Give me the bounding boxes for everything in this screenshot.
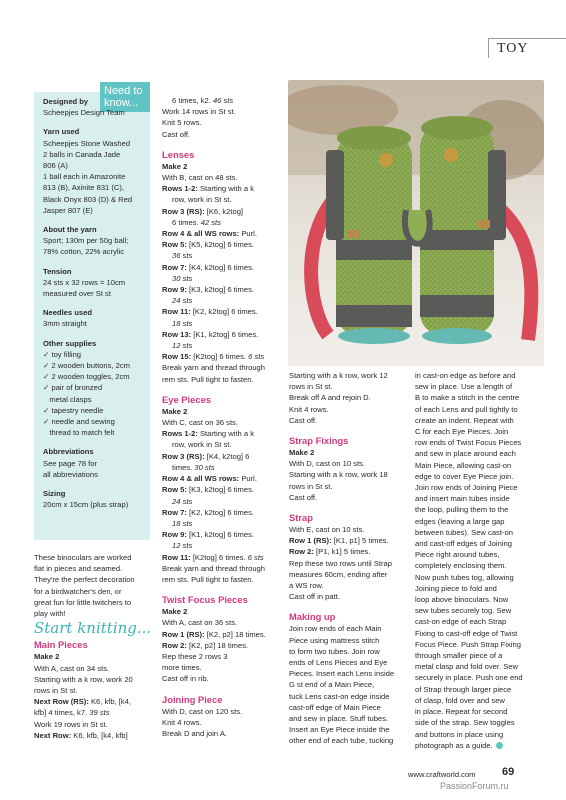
need-to-know-label: Need to know... [100,82,150,112]
row-text: [K1, k2tog] 6 times. [186,530,255,540]
row-label: Row 9: [162,530,187,540]
row-text: [K5, k2tog] 6 times. [186,240,255,250]
row-text: 6 times, k2. [172,96,213,105]
make-count: Make 2 [34,652,60,662]
instruction: Joining piece to fold and [415,583,497,593]
instruction: rows in St st. [34,686,78,696]
sizing: 20cm x 15cm (plus strap) [43,500,129,510]
instruction [162,507,282,518]
row-label: Row 7: [162,262,187,272]
instruction [34,707,156,718]
instruction: Focus Piece. Push Strap Fixing [415,639,521,649]
page-number: 69 [502,766,515,778]
instruction: Work 14 rows in St st. [162,107,236,117]
row-text: kfb] 4 times, k7. [34,708,88,718]
instruction: securely in place. Push one end [415,673,523,683]
instruction: sew tubes securely tog. Sew [415,606,512,616]
instruction: Starting with a k row, work 18 [289,470,388,480]
making-up-heading: Making up [289,611,336,623]
instruction: Piece right around tubes, [415,550,500,560]
instruction: the loop, pulling them to the [415,505,509,515]
instruction: edges (leaving a large gap [415,516,505,526]
instruction: With E, cast on 10 sts. [289,525,365,535]
stitch-count: 6 sts [247,552,264,562]
intro-line: These binoculars are worked [34,553,132,562]
column-3 [289,370,411,747]
instruction: With A, cast on 36 sts. [162,618,238,628]
footer-url: www.craftworld.com [408,770,476,779]
instruction: row, work in St st. [172,440,232,450]
instruction [162,451,282,462]
instruction: in cast-on edge as before and [415,371,516,380]
lenses-heading: Lenses [162,148,195,160]
yarn-line: 1 ball each in Amazonite [43,172,126,182]
row-text: Starting with a k [197,184,255,194]
instruction: With D, cast on 120 sts. [162,706,243,716]
instruction [415,740,545,751]
row-text: [K3, k2tog] 6 times. [186,285,255,295]
instruction: Knit 4 rows. [162,717,202,727]
instruction: G st end of a Main Piece, [289,680,375,690]
about-yarn-line: Sport; 130m per 50g ball; [43,236,129,246]
instruction: measures 60cm, ending after [289,569,388,579]
instruction: With B, cast on 48 sts. [162,173,238,183]
instruction [162,473,282,484]
instruction: and sew in place around each [415,449,516,459]
instruction [162,228,282,239]
tension-label: Tension [43,266,72,276]
row-label: Row 2: [289,547,314,557]
twist-focus-heading: Twist Focus Pieces [162,594,248,606]
stitch-count: 39 sts [87,708,110,718]
instruction: edge to cover Eye Piece join. [415,471,514,481]
row-text: times. [172,462,195,472]
instruction: in place. Repeat for second [415,707,508,717]
row-text: [K2, p2] 18 times. [204,629,266,639]
eye-pieces-heading: Eye Pieces [162,393,211,405]
instruction [289,546,411,557]
instruction: B to make a stitch in the centre [415,393,520,403]
row-label: Row 1 (RS): [289,536,332,546]
instruction: Now push tubes tog, allowing [415,572,514,582]
instruction: ends of Lens Pieces and Eye [289,658,388,668]
tension-line: measured over St st [43,289,111,299]
abbreviations-label: Abbreviations [43,447,94,457]
instruction: cast-off edge of Main Piece [289,702,381,712]
instruction: With C, cast on 36 sts. [162,418,238,428]
yarn-line: Jasper 807 (E) [43,205,93,215]
about-yarn-label: About the yarn [43,225,97,235]
supply-item: ✓ 2 wooden buttons, 2cm [43,361,130,371]
row-label: Row 11: [162,552,191,562]
instruction: rem sts. Pull tight to fasten. [162,374,254,384]
instruction: more times. [162,663,202,673]
instruction: tuck Lens cast-on edge inside [289,691,390,701]
instruction: C for each Eye Pieces. Join [415,427,509,437]
row-label: Row 7: [162,507,187,517]
stitch-count: 46 sts [212,96,234,105]
row-label: Row 11: [162,307,191,317]
yarn-used-label: Yarn used [43,127,80,137]
instruction: create an indent. Repeat with [415,415,514,425]
instruction: Knit 5 rows. [162,118,202,128]
row-text: [K4, k2tog] 6 [204,451,250,461]
instruction: Join row ends of Joining Piece [415,483,518,493]
watermark: PassionForum.ru [440,781,509,791]
designed-by-label: Designed by [43,97,89,106]
instruction: Knit 4 rows. [289,404,329,414]
instruction [162,239,282,250]
instruction [162,428,282,439]
instruction: row, work in St st. [172,195,232,205]
supply-item: ✓ needle and sewing [43,417,115,427]
supply-item: ✓ 2 wooden toggles, 2cm [43,372,130,382]
instruction: Cast off in patt. [289,592,340,602]
row-text: [K2, k2tog] 6 times. [186,507,255,517]
instruction: loop above binoculars. Now [415,595,509,605]
stitch-count: 12 sts [172,341,193,351]
instruction: of clasp, fold over and sew [415,695,505,705]
needles: 3mm straight [43,319,87,329]
row-label: Row 15: [162,352,192,362]
row-label: Row 5: [162,485,187,495]
stitch-count: 30 sts [172,273,193,283]
instruction: sew in place. Use a length of [415,382,513,392]
make-count: Make 2 [162,161,188,171]
instruction [162,484,282,495]
instruction: Rep these 2 rows 3 [162,651,228,661]
stitch-count: 24 sts [172,296,193,306]
stitch-count: 24 sts [172,496,193,506]
yarn-line: Scheepjes Stone Washed [43,138,131,148]
make-count: Make 2 [289,448,315,458]
supply-item: thread to match felt [43,428,115,438]
stitch-count: 12 sts [172,541,193,551]
instruction [162,351,282,362]
strap-heading: Strap [289,512,313,524]
stitch-count: 6 sts [248,352,265,362]
sidebar-content [43,96,147,511]
abbrev-line: See page 78 for [43,458,98,468]
instruction: completely enclosing them. [415,561,507,571]
supply-item: metal clasps [43,394,92,404]
row-text: [K1, p1] 5 times. [331,536,389,546]
instruction [162,183,282,194]
row-label: Row 4 & all WS rows: [162,229,240,239]
row-label: Next Row: [34,730,72,740]
row-label: Row 2: [162,640,187,650]
instruction: Insert an Eye Piece inside the [289,725,390,735]
binoculars-photo [288,80,544,366]
instruction: Work 19 rows in St st. [34,719,108,729]
instruction: and sew in place. Stuff tubes. [289,714,389,724]
row-label: Next Row (RS): [34,697,89,707]
instruction: row ends of Twist Focus Pieces [415,438,522,448]
instruction [162,306,282,317]
supply-item: ✓ toy filling [43,349,82,359]
start-knitting-heading: Start knitting... [34,619,152,638]
instruction [162,462,282,473]
instruction [162,640,282,651]
instruction: Rep these two rows until Strap [289,558,392,568]
intro-line: flat in pieces and seamed. [34,564,123,574]
instruction [162,217,282,228]
row-label: Row 9: [162,285,187,295]
row-text: K6, kfb, [k4, [88,697,132,707]
instruction: Main Piece, allowing cast-on [415,460,512,470]
section-tag: TOY [488,38,566,58]
row-text: 6 times. [172,217,201,227]
supply-item: ✓ tapestry needle [43,405,104,415]
instruction: rem sts. Pull tight to fasten. [162,574,254,584]
instruction [162,552,282,563]
instruction [162,629,282,640]
needles-label: Needles used [43,308,92,318]
instruction [34,730,156,741]
instruction: Cast off. [162,129,191,139]
row-text: [K1, k2tog] 6 times. [191,329,259,339]
yarn-line: 813 (B), Axinite 831 (C), [43,183,125,193]
instruction: other end of each tube, tucking [289,736,394,746]
stitch-count: 42 sts [200,217,221,227]
instruction: of each Lens and pull tightly to [415,404,518,414]
row-text: [K2tog] 6 times. [190,552,248,562]
instruction: side of the strap. Sew toggles [415,718,515,728]
instruction: Break yarn and thread through [162,563,266,573]
instruction: and insert main tubes inside [415,494,510,504]
instruction [162,262,282,273]
make-count: Make 2 [162,607,188,617]
instruction [162,529,282,540]
yarn-line: 2 balls in Canada Jade [43,149,121,159]
instruction: and buttons in place using [415,729,504,739]
row-label: Row 1 (RS): [162,629,205,639]
instruction: Cast off in rib. [162,674,209,684]
tension-line: 24 sts x 32 rows = 10cm [43,277,126,287]
stitch-count: 36 sts [172,251,193,261]
end-dot-icon [496,742,503,749]
instruction: to form two tubes. Join row [289,646,380,656]
intro-line: for a birdwatcher's den, or [34,586,122,596]
instruction: With A, cast on 34 sts. [34,663,110,673]
yarn-line: 806 (A) [43,161,68,171]
main-pieces-heading: Main Pieces [34,639,88,651]
instruction: metal clasp and fold over. Sew [415,662,518,672]
row-text: [K2tog] 6 times. [191,352,249,362]
column-1 [34,552,156,741]
intro-line: great fun for little twitchers to [34,597,132,607]
row-text: K6, kfb, [k4, kfb] [71,730,128,740]
row-label: Rows 1-2: [162,184,198,194]
instruction: Starting with a k row, work 20 [34,674,133,684]
yarn-line: Black Onyx 803 (D) & Red [43,194,133,204]
abbrev-line: all abbreviations [43,469,98,479]
instruction: a WS row. [289,581,324,591]
instruction [34,696,156,707]
instruction: through smaller piece of a [415,651,503,661]
row-label: Row 4 & all WS rows: [162,474,240,484]
intro-line: play with! [34,609,66,619]
column-2 [162,95,282,739]
row-text: [K3, k2tog] 6 times. [186,485,255,495]
instruction: Join row ends of each Main [289,624,382,634]
other-supplies-label: Other supplies [43,338,97,348]
row-label: Row 3 (RS): [162,451,205,461]
intro-line: They're the perfect decoration [34,575,135,585]
row-text: Starting with a k [197,429,255,439]
row-text: [P1, k1] 5 times. [313,547,371,557]
instruction [162,284,282,295]
instruction: rows in St st. [289,481,333,491]
column-4 [415,370,545,751]
row-text: [K2, p2] 18 times. [186,640,249,650]
row-text: [K6, k2tog] [204,206,244,216]
instruction: With D, cast on 10 sts. [289,459,365,469]
instruction [162,329,282,340]
joining-piece-heading: Joining Piece [162,693,223,705]
instruction: and cast-off edges of Joining [415,539,512,549]
row-label: Rows 1-2: [162,429,198,439]
instruction: Break D and join A. [162,728,228,738]
instruction: Break yarn and thread through [162,363,266,373]
row-text: Purl. [239,474,257,484]
instruction: Fixing to cast-off edge of Twist [415,628,518,638]
instruction: Pieces. Insert each Lens inside [289,669,395,679]
instruction [162,95,282,106]
instruction: cast-on edge of each Strap [415,617,507,627]
row-label: Row 5: [162,240,187,250]
about-yarn-line: 78% cotton, 22% acrylic [43,247,125,257]
row-text: photograph as a guide. [415,740,493,750]
stitch-count: 18 sts [172,518,193,528]
instruction: Piece using mattress stitch [289,635,380,645]
row-label: Row 3 (RS): [162,206,205,216]
sizing-label: Sizing [43,489,66,499]
instruction: Starting with a k row, work 12 [289,371,388,380]
row-label: Row 13: [162,329,192,339]
row-text: Purl. [239,229,257,239]
instruction: rows in St st. [289,382,333,392]
designed-by: Scheepjes Design Team [43,108,125,118]
instruction [162,206,282,217]
instruction: Cast off. [289,415,318,425]
instruction: of Strap through larger piece [415,684,512,694]
supply-item: ✓ pair of bronzed [43,383,103,393]
make-count: Make 2 [162,406,188,416]
instruction: Cast off. [289,492,318,502]
instruction: between tubes). Sew cast-on [415,527,513,537]
strap-fixings-heading: Strap Fixings [289,435,349,447]
instruction: Break off A and rejoin D. [289,393,371,403]
instruction [289,535,411,546]
stitch-count: 30 sts [194,462,215,472]
row-text: [K2, k2tog] 6 times. [190,307,258,317]
row-text: [K4, k2tog] 6 times. [186,262,255,272]
stitch-count: 18 sts [172,318,193,328]
